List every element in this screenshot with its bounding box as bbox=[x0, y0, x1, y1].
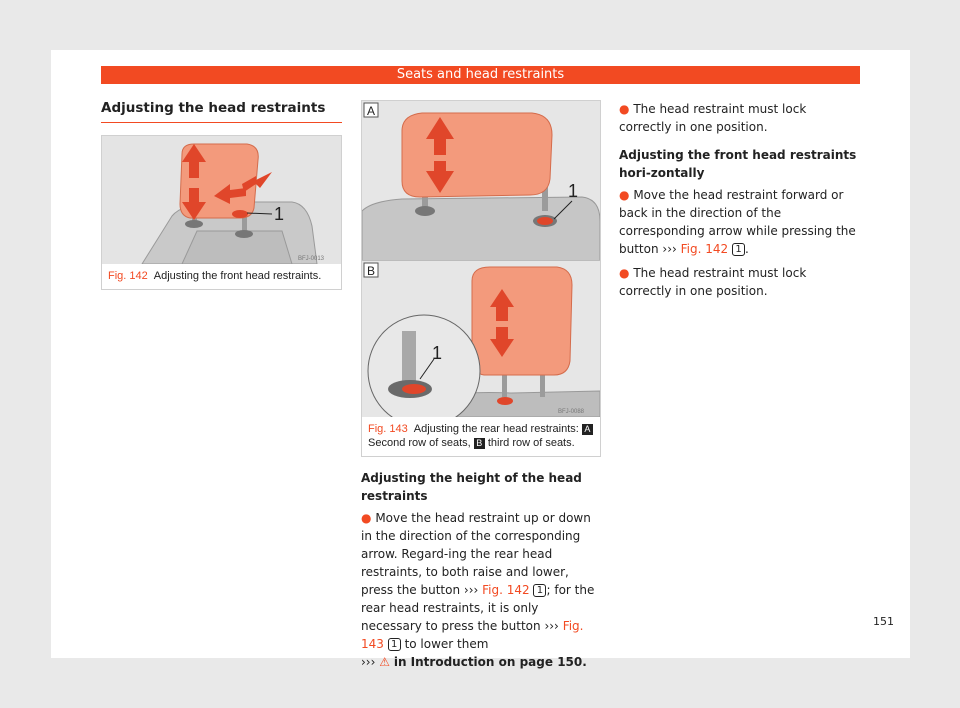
bullet: ● bbox=[361, 511, 372, 525]
figure-143-caption-post: third row of seats. bbox=[487, 437, 575, 449]
column-right bbox=[619, 100, 859, 300]
figure-143-panel-a bbox=[362, 101, 600, 261]
height-text-2: ; for the rear head restraints, it is only necessary to press the button bbox=[361, 583, 595, 633]
panel-a-marker: A bbox=[582, 424, 593, 435]
bullet: ● bbox=[619, 188, 630, 202]
horizontal-heading: Adjusting the front head restraints hori-zontally bbox=[619, 148, 857, 180]
figure-142-caption bbox=[102, 264, 341, 289]
arrows: ››› bbox=[463, 583, 479, 597]
height-paragraph bbox=[361, 509, 601, 671]
rear-head-restraint-row2-illustration bbox=[362, 101, 600, 261]
chapter-header: Seats and head restraints bbox=[101, 66, 860, 84]
figure-143-caption-mid: Second row of seats, bbox=[368, 437, 471, 449]
arrows: ››› bbox=[361, 655, 376, 669]
bullet-horizontal: ● Move the head restraint forward or back in the direction of the corresponding arrow while pressing the button ››› Fig. 142 1 . bbox=[619, 188, 856, 256]
fig-143-link[interactable]: Fig. 143 bbox=[361, 619, 584, 651]
bullet-lock-1 bbox=[619, 100, 859, 136]
panel-a-label: A bbox=[367, 104, 376, 118]
figure-143-label: Fig. 143 bbox=[368, 423, 408, 435]
fig-142-link[interactable]: Fig. 142 bbox=[680, 242, 729, 256]
bullet: ● bbox=[619, 102, 630, 116]
warning-icon[interactable]: ⚠ bbox=[379, 655, 390, 669]
bullet-lock-2 bbox=[619, 264, 859, 300]
rear-head-restraint-row3-illustration bbox=[362, 261, 600, 417]
figure-143-caption-pre: Adjusting the rear head restraints: bbox=[413, 423, 579, 435]
figure-143 bbox=[361, 100, 601, 457]
bullet-lock-1-text: The head restraint must lock correctly in one position. bbox=[619, 102, 807, 134]
front-head-restraint-illustration bbox=[102, 136, 341, 264]
bullet: ● bbox=[619, 266, 630, 280]
column-middle bbox=[361, 100, 601, 671]
manual-page bbox=[51, 50, 910, 669]
figure-142-code: BFJ-0013 bbox=[298, 256, 325, 262]
figure-142-image bbox=[102, 136, 341, 264]
figure-143b-callout: 1 bbox=[432, 343, 443, 363]
panel-b-label: B bbox=[367, 264, 376, 278]
panel-b-marker: B bbox=[474, 438, 485, 449]
height-heading: Adjusting the height of the head restraints bbox=[361, 471, 582, 503]
height-text-3: to lower them bbox=[404, 637, 489, 651]
height-text-1: Move the head restraint up or down in the direction of the corresponding arrow. Regard-ing the rear head restraints, to both raise and lower, press the button bbox=[361, 511, 591, 597]
callout-1: 1 bbox=[533, 584, 546, 597]
callout-1: 1 bbox=[388, 638, 401, 651]
bullet-lock-2-text: The head restraint must lock correctly in one position. bbox=[619, 266, 807, 298]
figure-143a-callout: 1 bbox=[568, 181, 579, 201]
bullet-horizontal-text: Move the head restraint forward or back in the direction of the corresponding arrow while pressing the button bbox=[619, 188, 856, 256]
warning-link[interactable]: in Introduction on page 150. bbox=[393, 655, 587, 669]
figure-143-caption bbox=[362, 417, 600, 456]
page-number: 151 bbox=[873, 615, 894, 628]
figure-142-callout: 1 bbox=[274, 204, 285, 224]
fig-142-link[interactable]: Fig. 142 bbox=[482, 583, 530, 597]
section-title: Adjusting the head restraints bbox=[101, 100, 342, 123]
figure-143-panel-b bbox=[362, 261, 600, 417]
figure-142 bbox=[101, 135, 342, 290]
figure-142-caption-text: Adjusting the front head restraints. bbox=[153, 270, 322, 282]
arrows: ››› bbox=[544, 619, 559, 633]
column-left bbox=[101, 100, 342, 290]
figure-143-code: BFJ-0088 bbox=[558, 409, 585, 415]
figure-142-label: Fig. 142 bbox=[108, 270, 148, 282]
callout-1: 1 bbox=[732, 243, 745, 256]
arrows: ››› bbox=[662, 242, 677, 256]
